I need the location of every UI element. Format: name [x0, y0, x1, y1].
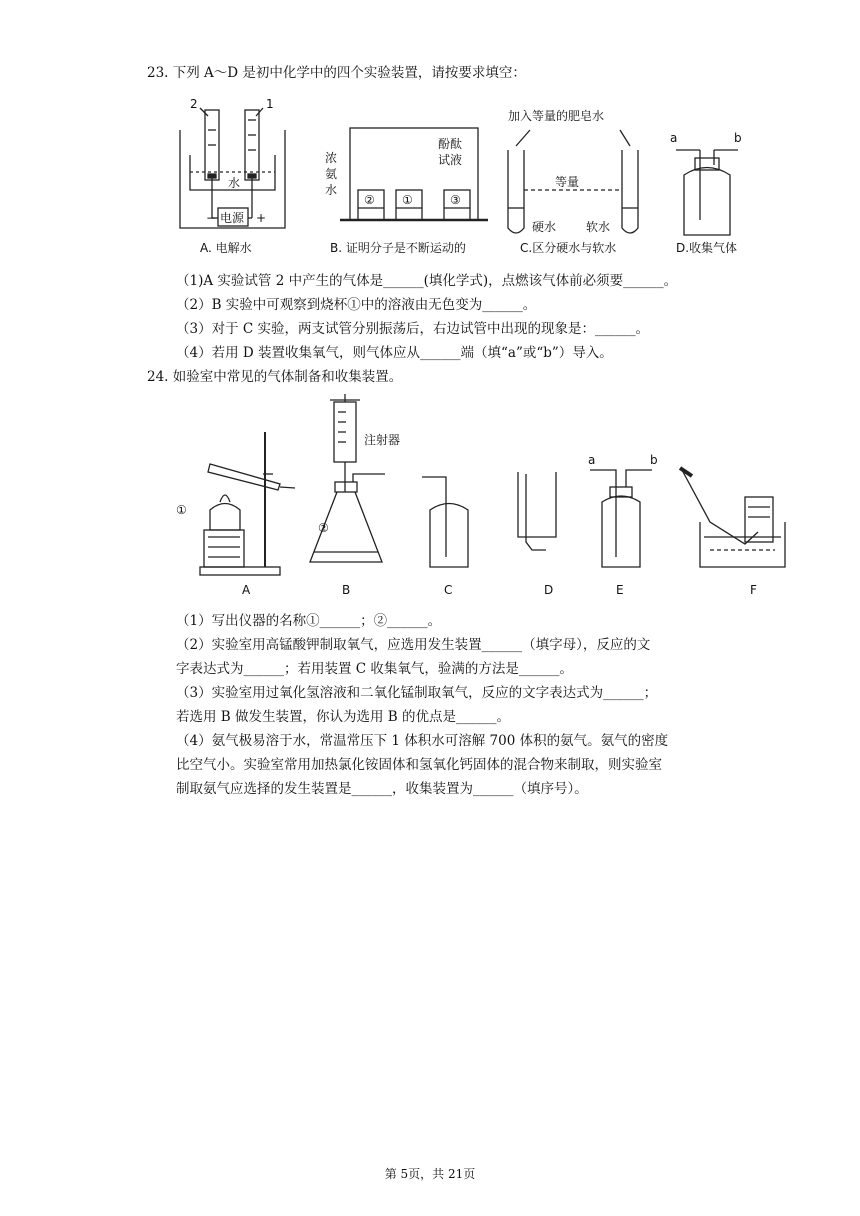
q24-item-2: （2）实验室用高锰酸钾制取氧气，应选用发生装置______（填字母），反应的文 [176, 637, 651, 653]
caption-b: B [342, 583, 351, 597]
q23-stem: 23. 下列 A～D 是初中化学中的四个实验装置，请按要求填空： [147, 65, 526, 81]
c-label-hard: 硬水 [532, 220, 557, 234]
c-caption: C.区分硬水与软水 [520, 241, 617, 255]
caption-d: D [544, 583, 554, 597]
d-label-b: b [734, 131, 742, 145]
b-caption: B. 证明分子是不断运动的 [330, 241, 466, 255]
apparatus-b-flask-syringe [310, 394, 385, 562]
q24-item-1: （1）写出仪器的名称①______；②______。 [176, 613, 442, 629]
q23-item-4: （4）若用 D 装置收集氧气，则气体应从______端（填“a”或“b”）导入。 [176, 345, 613, 361]
a-label-1: 1 [266, 97, 274, 111]
q24-item-4-cont2: 制取氨气应选择的发生装置是______，收集装置为______（填序号）。 [176, 781, 588, 797]
apparatus-f-trough [680, 468, 785, 567]
apparatus-d-bottle [518, 472, 556, 550]
apparatus-c-bottle [422, 477, 468, 567]
a-caption: A. 电解水 [200, 241, 252, 255]
label-circle-1: ① [176, 503, 187, 517]
q24-item-3: （3）实验室用过氧化氢溶液和二氧化锰制取氧气，反应的文字表达式为______； [176, 685, 658, 701]
q23-item-2: （2）B 实验中可观察到烧杯①中的溶液由无色变为______。 [176, 297, 537, 313]
caption-c: C [444, 583, 453, 597]
c-label-soft: 软水 [586, 220, 611, 234]
apparatus-d-bottle [676, 150, 738, 235]
q24-item-4-cont: 比空气小。实验室常用加热氯化铵固体和氢氧化钙固体的混合物来制取，则实验室 [176, 757, 662, 773]
q24-item-2-cont: 字表达式为______；若用装置 C 收集氧气，验满的方法是______。 [176, 661, 573, 677]
c-label-equal: 等量 [555, 175, 580, 189]
caption-a: A [242, 583, 251, 597]
caption-f: F [750, 583, 757, 597]
label-syringe: 注射器 [364, 433, 401, 447]
label-circle-2: ② [318, 521, 329, 535]
d-label-a: a [670, 131, 678, 145]
apparatus-a-electrolysis [180, 108, 285, 228]
d-caption: D.收集气体 [676, 241, 738, 255]
q23-item-1: （1)A 实验试管 2 中产生的气体是______(填化学式)，点燃该气体前必须要______。 [176, 273, 678, 289]
b-label-beaker-1: ① [402, 193, 413, 207]
q24-item-4: （4）氨气极易溶于水，常温常压下 1 体积水可溶解 700 体积的氨气。氨气的密度 [176, 733, 669, 749]
q24-figure [170, 392, 790, 602]
apparatus-e-bottle [590, 470, 652, 567]
c-label-soap: 加入等量的肥皂水 [508, 109, 605, 123]
b-label-solution: 试液 [438, 153, 463, 167]
q23-item-3: （3）对于 C 实验，两支试管分别振荡后，右边试管中出现的现象是：______。 [176, 321, 650, 337]
q23-figure [170, 90, 770, 265]
label-b: b [650, 453, 658, 467]
b-label-beaker-2: ② [364, 193, 375, 207]
b-label-an: 氨 [325, 167, 338, 181]
apparatus-b-beakers [340, 128, 488, 220]
a-label-power: 电源 [220, 211, 245, 225]
caption-e: E [616, 583, 624, 597]
a-label-minus: − [206, 211, 217, 225]
b-label-shui: 水 [325, 183, 338, 197]
b-label-nong: 浓 [325, 151, 338, 165]
q24-stem: 24. 如验室中常见的气体制备和收集装置。 [147, 369, 403, 385]
a-label-plus: + [256, 211, 267, 225]
a-label-2: 2 [190, 97, 198, 111]
label-a: a [588, 453, 596, 467]
b-label-beaker-3: ③ [450, 193, 461, 207]
q24-item-3-cont: 若选用 B 做发生装置，你认为选用 B 的优点是______。 [176, 709, 511, 725]
a-label-water: 水 [228, 176, 241, 190]
apparatus-a-heating [200, 432, 295, 575]
page-footer: 第 5页，共 21页 [384, 1167, 476, 1181]
b-label-phenol: 酚酞 [438, 137, 463, 151]
